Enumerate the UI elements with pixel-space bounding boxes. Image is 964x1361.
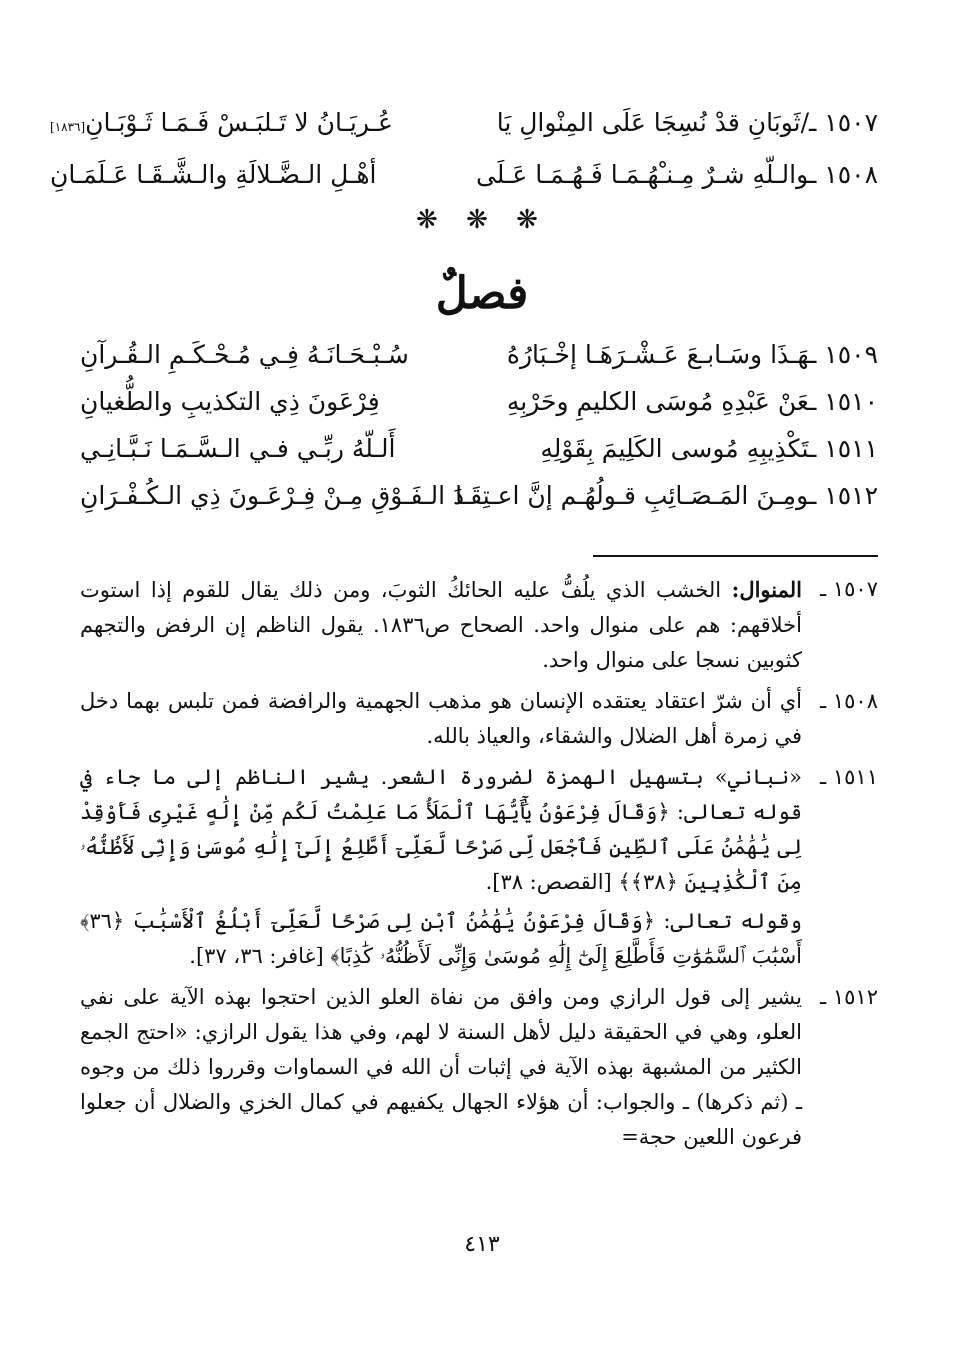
verse-first-half: ومِـنَ المَـصَـائِبِ قـولُهُـم إنَّ اعـتِقَـا (455, 481, 809, 510)
verse-second-half: دَ الـفَـوْقِ مِـنْ فِـرْعَـونَ ذِي الـكُـفْـرَانِ (80, 481, 465, 510)
verse-number: ١٥٠٩ ـ (809, 340, 878, 369)
verse-line (80, 481, 878, 528)
verse-number: ١٥١١ ـ (809, 434, 878, 463)
footnote-text: «نباني» بتسهيل الهمزة لضرورة الشعر. يشير الناظم إلى ما جاء في قوله تعالى: ﴿وَقَالَ فِرْعَوْنُ يَٰٓأَيُّهَا ٱلْمَلَأُ مَا عَلِمْتُ لَكُم مِّنْ إِلَٰهٍ غَيْرِى فَأَوْقِدْ لِى يَٰهَٰمَٰنُ عَلَى ٱلطِّينِ فَٱجْعَل لِّى صَرْحًا لَّعَلِّىٓ أَطَّلِعُ إِلَىٰٓ إِلَٰهِ مُوسَىٰ وَإِنِّى لَأَظُنُّهُۥ مِنَ ٱلْكَٰذِبِينَ ﴿٣٨﴾﴾ [القصص: ٣٨]. (80, 765, 802, 894)
page-number: ٤١٣ (464, 1232, 500, 1257)
verse-line (80, 340, 878, 387)
footnote-text: يشير إلى قول الرازي ومن وافق من نفاة العلو الذين احتجوا بهذه الآية على نفي العلو، وهي في الحقيقة دليل لأهل السنة لا لهم، وفي هذا يقول الرازي: «احتج الجمع الكثير من المشبهة بهذه الآية في إثبات أن الله في السماوات وقرروا ذلك من وجوه ـ (ثم ذكرها) ـ والجواب: أن هؤلاء الجهال يكفيهم في كمال الخزي والضلال أن جعلوا فرعون اللعين حجة= (80, 985, 802, 1149)
section-separator: ❋ ❋ ❋ (416, 205, 548, 235)
verses-top (50, 108, 878, 212)
verse-first-half: هَـذَا وسَـابـعَ عَـشْـرَهَـا إخْـبَارُهُ (506, 340, 809, 369)
footnote-number: ١٥١٢ ـ (820, 985, 878, 1009)
verse-second-half: أَلـلّهُ ربِّـي فـي الـسَّـمَـا نَـبَّـانِـي (80, 434, 396, 463)
verse-first-half: تَكْذِيبِهِ مُوسى الكَلِيمَ بِقَوْلِهِ (540, 434, 809, 463)
footnote (80, 980, 878, 1155)
verse-number: ١٥١٢ ـ (809, 481, 878, 510)
section-title: فصلٌ (435, 268, 529, 319)
verse-line (80, 387, 878, 434)
verse-number: ١٥١٠ ـ (809, 387, 878, 416)
footnote-term: المنوال: (731, 577, 802, 602)
footnote-text: أي أن شرّ اعتقاد يعتقده الإنسان هو مذهب الجهمية والرافضة فمن تلبس بهما دخل في زمرة أهل الضلال والشقاء، والعياذ بالله. (80, 689, 802, 748)
verse-second-half: عُـريَـانُ لا تَـلبَـسْ فَـمَـا ثَـوْبَـانِ (85, 108, 393, 137)
verse-second-half: سُـبْـحَـانَـهُ فِـي مُـحْـكَـمِ الـقُـرآنِ (80, 340, 409, 369)
verse-line (50, 108, 878, 160)
footnote-divider (593, 555, 878, 557)
footnotes (80, 572, 878, 1161)
verse-second-half: فِرْعَونَ ذِي التكذيبِ والطُّغيانِ (80, 387, 380, 416)
footnote (80, 760, 878, 974)
footnote-number: ١٥٠٨ ـ (820, 689, 878, 713)
footnote (80, 572, 878, 678)
footnote (80, 684, 878, 754)
footnote-text: الخشب الذي يلُفُّ عليه الحائكُ الثوبَ، ومن ذلك يقال للقوم إذا استوت أخلاقهم: هم على منوال واحد. الصحاح ص١٨٣٦. يقول الناظم إن الرفض والتجهم كثوبين نسجا على منوال واحد. (80, 578, 802, 672)
footnote-number: ١٥٠٧ ـ (820, 577, 878, 601)
verse-first-half: والـلّهِ شـرٌ مِـنـْهُـمَـا فَـهُـمَـا عَـلَى (475, 160, 809, 189)
verse-first-half: /ثَوبَانِ قدْ نُسِجَا عَلَى المِنْوالِ يَا (496, 108, 809, 137)
verse-first-half: عَنْ عَبْدِهِ مُوسَى الكليمِ وحَرْبِهِ (506, 387, 809, 416)
footnote-number: ١٥١١ ـ (820, 765, 878, 789)
verse-number: ١٥٠٨ ـ (809, 160, 878, 189)
verse-number: ١٥٠٧ ـ (809, 108, 878, 137)
verse-line (80, 434, 878, 481)
verse-second-half: أهْـلِ الـضَّـلالَةِ والـشَّـقَـا عَـلَمَـانِ (50, 160, 377, 189)
verses-bottom (80, 340, 878, 528)
footnote-quran-citation: وقوله تعالى: ﴿وَقَالَ فِرْعَوْنُ يَٰهَٰمَٰنُ ٱبْنِ لِى صَرْحًا لَّعَلِّىٓ أَبْلُغُ ٱلْأَسْبَٰبَ ﴿٣٦﴾ أَسْبَٰبَ ٱلسَّمَٰوَٰتِ فَأَطَّلِعَ إِلَىٰٓ إِلَٰهِ مُوسَىٰ وَإِنِّى لَأَظُنُّهُۥ كَٰذِبًا﴾ [غافر: ٣٦، ٣٧]. (80, 909, 802, 968)
verse-reference: [١٨٣٦] (50, 120, 86, 134)
